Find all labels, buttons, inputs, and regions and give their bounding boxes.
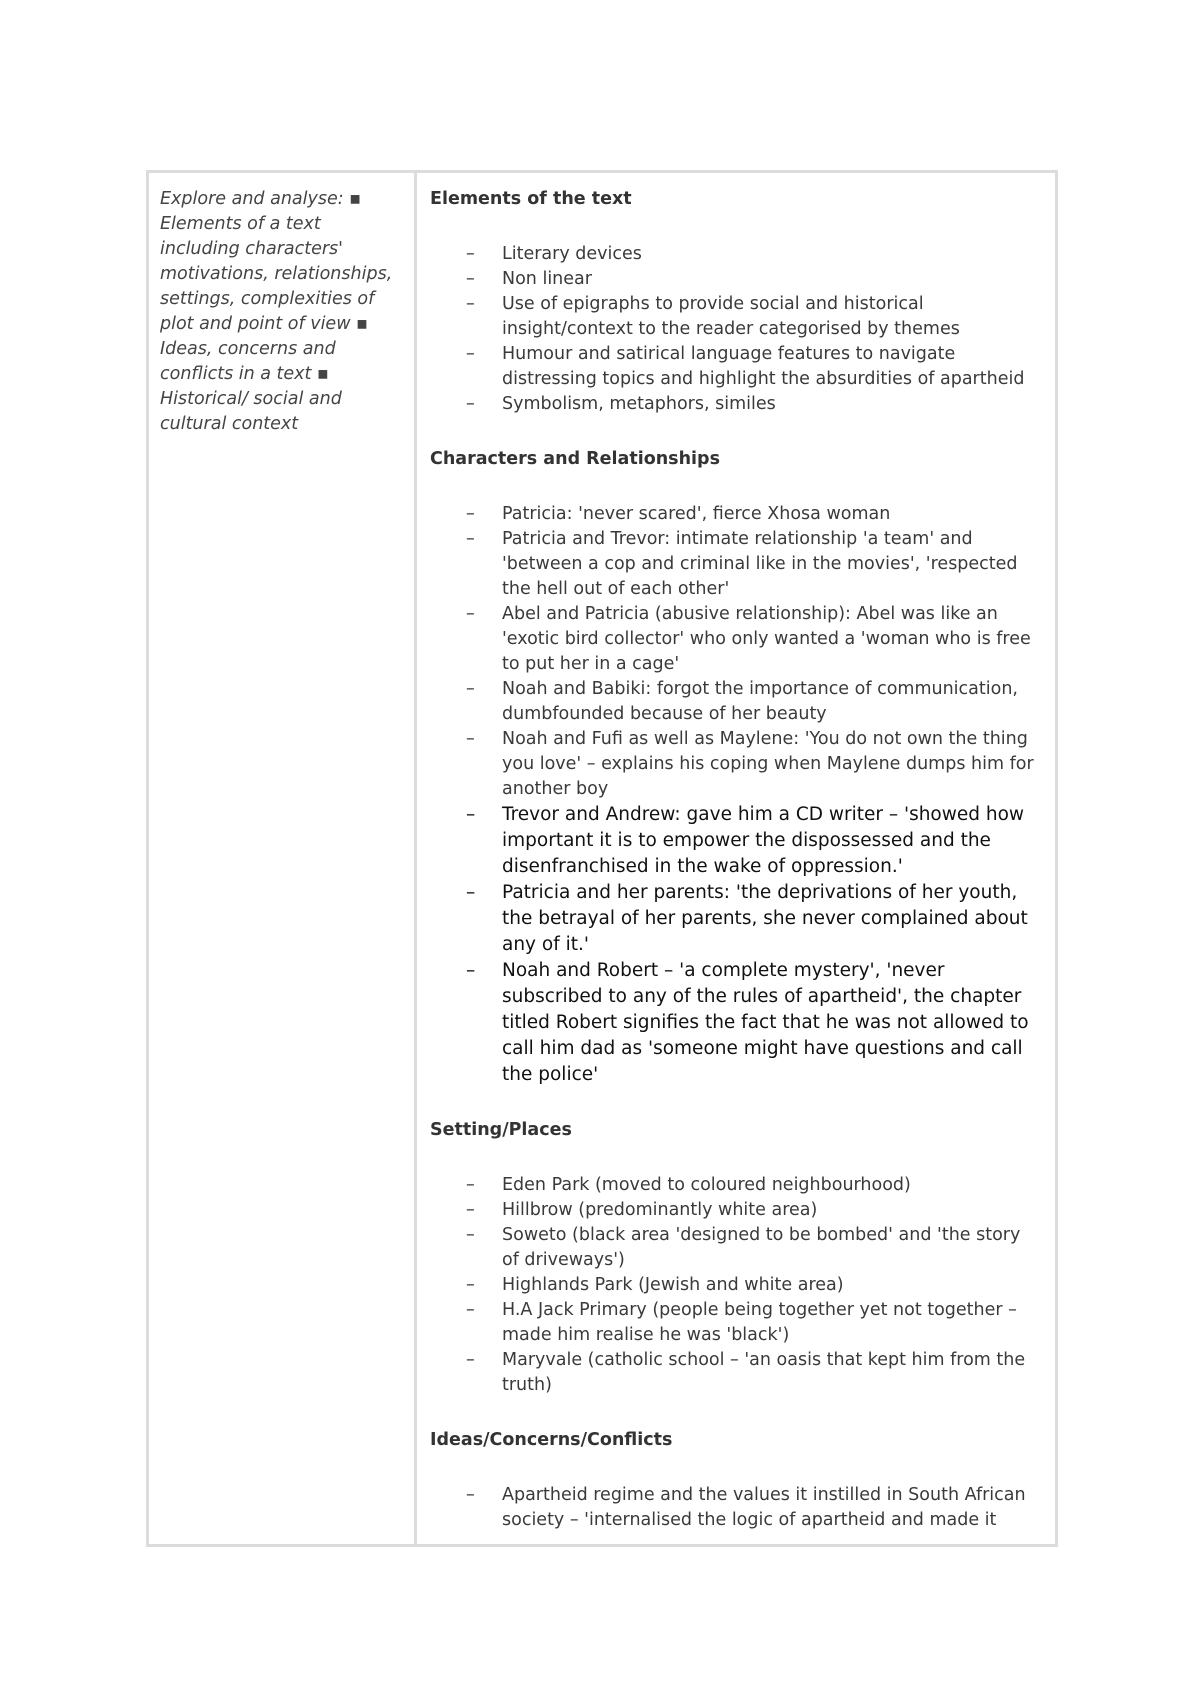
list-item: – Eden Park (moved to coloured neighbourhood) <box>466 1175 911 1195</box>
content-table <box>146 170 1058 1547</box>
list-item: – H.A Jack Primary (people being together yet not together – made him realise he was 'black') <box>466 1300 1017 1345</box>
list-item: – Non linear <box>466 269 592 289</box>
list-item: – Patricia and her parents: 'the deprivations of her youth, the betrayal of her parents, she never complained about any of it.' <box>466 882 1028 955</box>
ideas-list <box>430 1483 1035 1533</box>
list-item: – Maryvale (catholic school – 'an oasis that kept him from the truth) <box>466 1350 1026 1395</box>
list-item: – Humour and satirical language features to navigate distressing topics and highlight the absurdities of apartheid <box>466 344 1025 389</box>
elements-list <box>430 242 1035 417</box>
list-item: – Patricia and Trevor: intimate relationship 'a team' and 'between a cop and criminal like in the movies', 'respected the hell out of each other' <box>466 529 1018 599</box>
list-item: – Literary devices <box>466 244 642 264</box>
list-item: – Abel and Patricia (abusive relationship): Abel was like an 'exotic bird collector' who only wanted a 'woman who is free to put her in a cage' <box>466 604 1031 674</box>
section-heading-characters: Characters and Relationships <box>430 449 720 469</box>
section-heading-ideas: Ideas/Concerns/Conflicts <box>430 1430 673 1450</box>
list-item: – Highlands Park (Jewish and white area) <box>466 1275 844 1295</box>
list-item: – Apartheid regime and the values it instilled in South African society – 'internalised the logic of apartheid and made it <box>466 1485 1026 1530</box>
outcomes-column <box>149 173 417 1544</box>
list-item: – Symbolism, metaphors, similes <box>466 394 776 414</box>
list-item: – Noah and Robert – 'a complete mystery', 'never subscribed to any of the rules of apartheid', the chapter titled Robert signifies the fact that he was not allowed to call him dad as 'someone might have questions and call the police' <box>466 960 1029 1085</box>
section-heading-setting: Setting/Places <box>430 1120 572 1140</box>
list-item: – Hillbrow (predominantly white area) <box>466 1200 818 1220</box>
notes-column <box>417 173 1055 1544</box>
list-item: – Noah and Fufi as well as Maylene: 'You do not own the thing you love' – explains his coping when Maylene dumps him for another boy <box>466 729 1034 799</box>
list-item: – Use of epigraphs to provide social and historical insight/context to the reader categorised by themes <box>466 294 960 339</box>
characters-list <box>430 502 1035 1088</box>
outcomes-text: Explore and analyse: ▪ Elements of a text including characters' motivations, relationships, settings, complexities of plot and point of view ▪ Ideas, concerns and conflicts in a text ▪ Historical/ social and cultural context <box>160 189 393 434</box>
setting-list <box>430 1173 1035 1398</box>
list-item: – Noah and Babiki: forgot the importance of communication, dumbfounded because of her beauty <box>466 679 1018 724</box>
list-item: – Patricia: 'never scared', fierce Xhosa woman <box>466 504 891 524</box>
list-item: – Soweto (black area 'designed to be bombed' and 'the story of driveways') <box>466 1225 1021 1270</box>
section-heading-elements: Elements of the text <box>430 189 632 209</box>
list-item: – Trevor and Andrew: gave him a CD writer – 'showed how important it is to empower the dispossessed and the disenfranchised in the wake of oppression.' <box>466 804 1025 877</box>
